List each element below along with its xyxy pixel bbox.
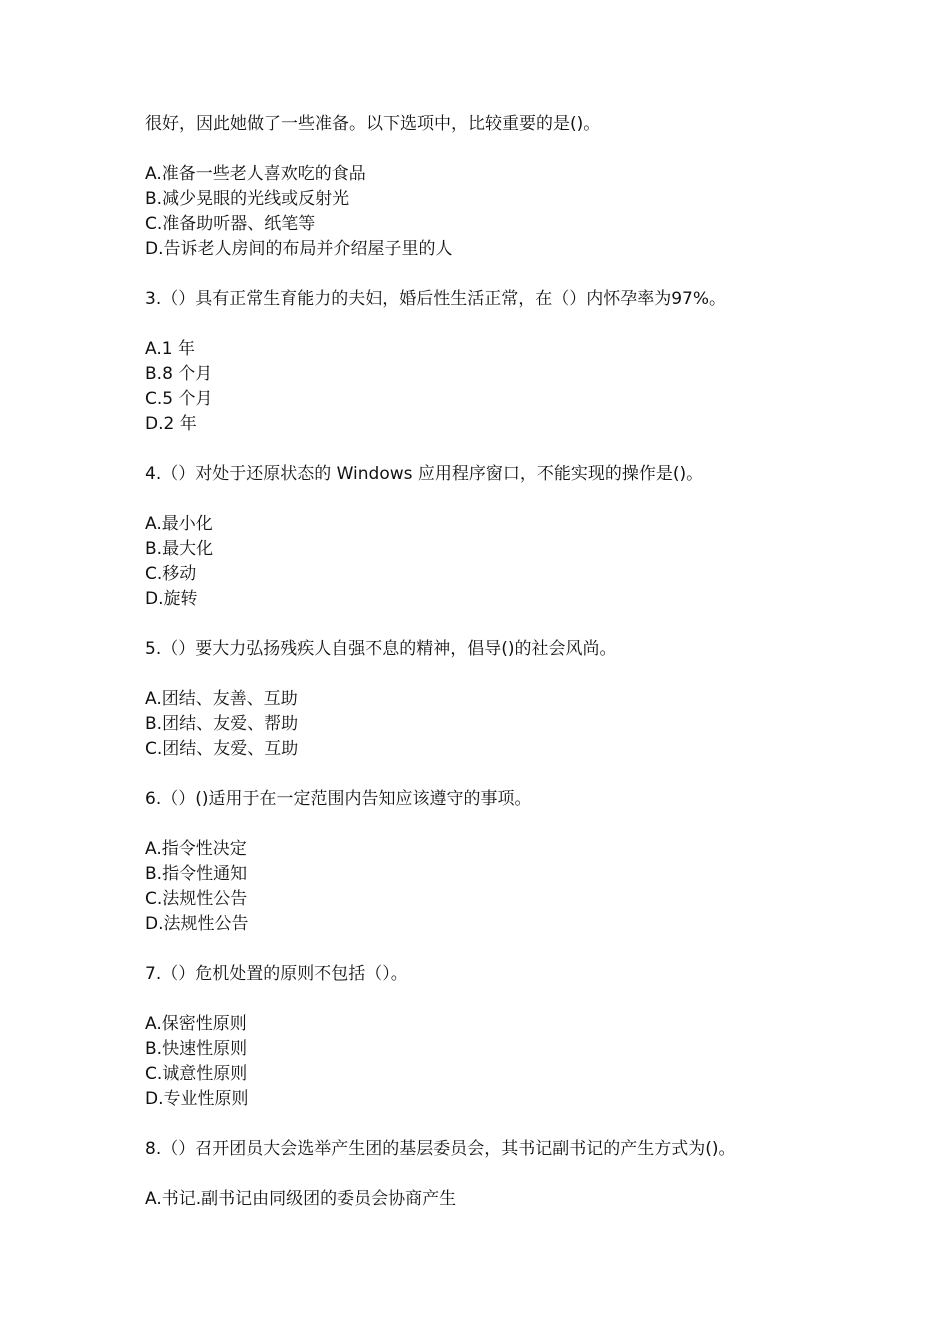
question-3-option-b: B.8 个月: [145, 364, 213, 384]
document-page: [145, 112, 845, 1212]
question-8-text: 8.（）召开团员大会选举产生团的基层委员会，其书记副书记的产生方式为()。: [145, 1139, 736, 1159]
question-2-option-d: D.告诉老人房间的布局并介绍屋子里的人: [145, 239, 453, 259]
question-7-option-b: B.快速性原则: [145, 1039, 248, 1059]
question-2-text-tail: 很好，因此她做了一些准备。以下选项中，比较重要的是()。: [145, 114, 601, 134]
question-5-option-c: C.团结、友爱、互助: [145, 739, 299, 759]
question-6-option-c: C.法规性公告: [145, 889, 248, 909]
question-4-option-d: D.旋转: [145, 589, 198, 609]
question-7-option-d: D.专业性原则: [145, 1089, 249, 1109]
question-3-option-d: D.2 年: [145, 414, 197, 434]
question-6-option-a: A.指令性决定: [145, 839, 247, 859]
question-6-option-d: D.法规性公告: [145, 914, 249, 934]
question-3-text: 3.（）具有正常生育能力的夫妇，婚后性生活正常，在（）内怀孕率为97%。: [145, 289, 727, 309]
question-4-option-b: B.最大化: [145, 539, 214, 559]
question-7-option-a: A.保密性原则: [145, 1014, 247, 1034]
question-5-option-a: A.团结、友善、互助: [145, 689, 298, 709]
question-2-option-a: A.准备一些老人喜欢吃的食品: [145, 164, 366, 184]
question-5-text: 5.（）要大力弘扬残疾人自强不息的精神，倡导()的社会风尚。: [145, 639, 617, 659]
question-7-text: 7.（）危机处置的原则不包括（）。: [145, 964, 408, 984]
question-5-option-b: B.团结、友爱、帮助: [145, 714, 299, 734]
question-4-option-a: A.最小化: [145, 514, 213, 534]
question-2-option-c: C.准备助听器、纸笔等: [145, 214, 316, 234]
question-6-text: 6.（）()适用于在一定范围内告知应该遵守的事项。: [145, 789, 532, 809]
question-2-option-b: B.减少晃眼的光线或反射光: [145, 189, 350, 209]
question-3-option-c: C.5 个月: [145, 389, 213, 409]
question-7-option-c: C.诚意性原则: [145, 1064, 248, 1084]
question-4-option-c: C.移动: [145, 564, 197, 584]
question-4-text: 4.（）对处于还原状态的 Windows 应用程序窗口，不能实现的操作是()。: [145, 464, 704, 484]
question-8-option-a: A.书记.副书记由同级团的委员会协商产生: [145, 1189, 457, 1209]
question-6-option-b: B.指令性通知: [145, 864, 248, 884]
question-3-option-a: A.1 年: [145, 339, 195, 359]
